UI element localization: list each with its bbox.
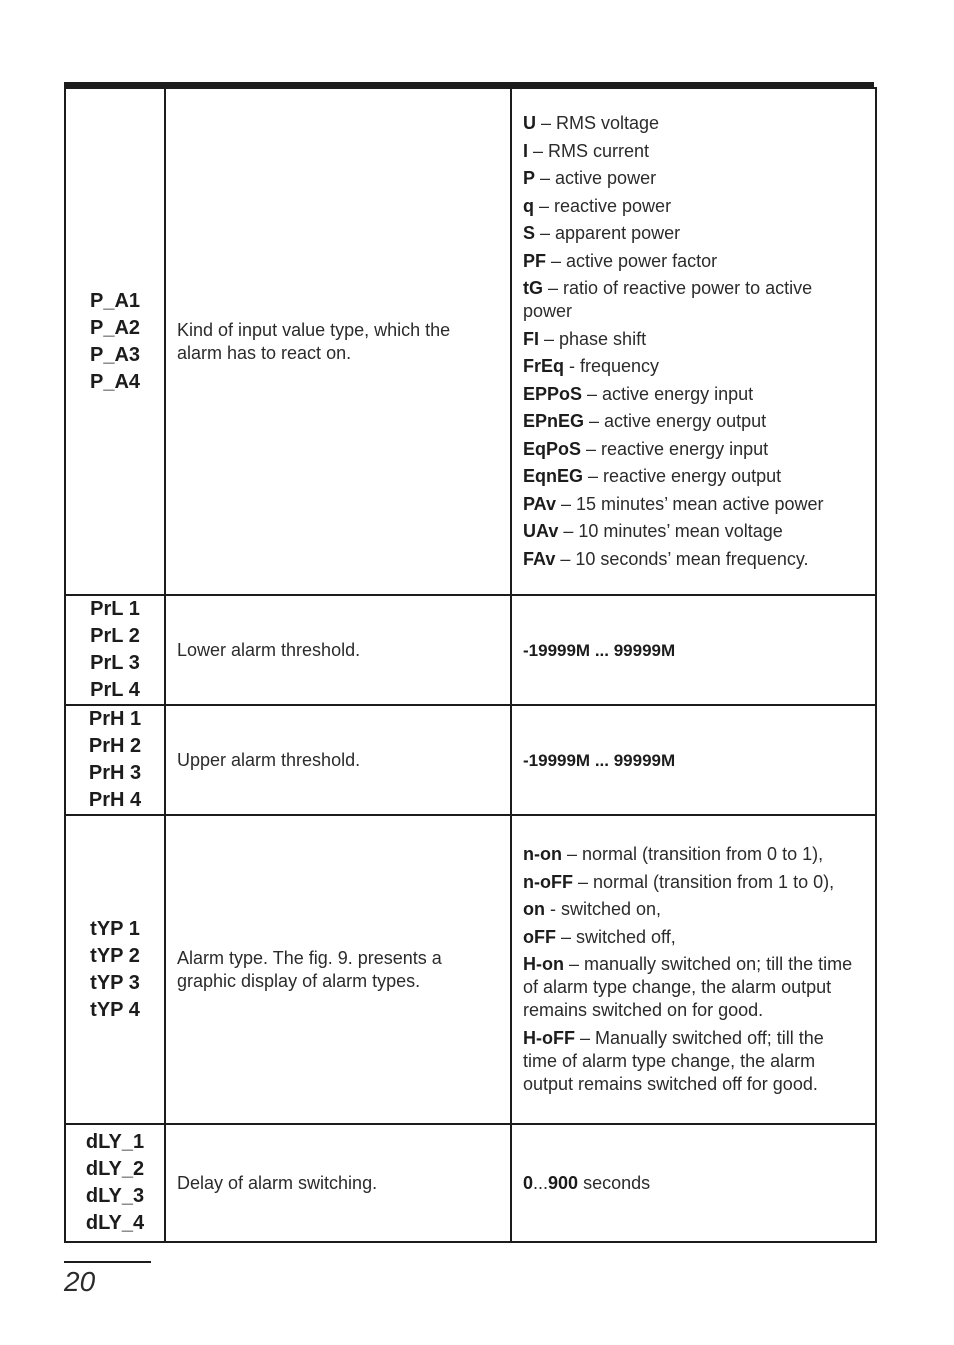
value-term: FrEq [523,356,565,377]
value-text: – reactive power [534,195,672,216]
value-term: n-oFF [523,871,573,892]
footer-rule [64,1261,151,1263]
value-text: – RMS voltage [536,113,660,134]
table-row [65,595,876,705]
value-entry [523,548,861,571]
value-text: – active energy output [584,411,767,432]
value-term: n-on [523,844,562,865]
page-number: 20 [64,1266,96,1297]
parameter-code: PrL 4 [90,679,140,701]
parameter-values [511,705,876,815]
value-text: - switched on, [545,899,662,920]
value-entry [523,140,861,163]
parameter-code: tYP 1 [90,917,140,940]
parameter-description: Delay of alarm switching. [165,1124,511,1242]
value-entry [523,355,861,378]
parameter-description: Lower alarm threshold. [165,595,511,705]
value-text: – 10 minutes’ mean voltage [558,521,783,542]
value-text: – reactive energy input [581,438,769,459]
parameter-code: dLY_3 [85,1185,145,1207]
parameter-code: PrL 3 [90,652,140,674]
parameter-code: PrH 3 [88,762,142,784]
value-entry [523,410,861,433]
table-row [65,88,876,595]
value-term: I [523,140,529,161]
parameter-table [64,87,877,1243]
parameter-description: Alarm type. The fig. 9. presents a graphic display of alarm types. [165,815,511,1124]
parameter-code: dLY_4 [85,1212,145,1234]
value-entry [523,222,861,245]
parameter-description: Upper alarm threshold. [165,705,511,815]
value-term: P [523,168,536,189]
value-range: -19999M ... 99999M [523,640,676,660]
parameter-values [511,595,876,705]
value-entry [523,438,861,461]
parameter-values [511,815,876,1124]
value-text: – active power factor [546,250,718,271]
parameter-codes [65,595,165,705]
parameter-values [511,1124,876,1242]
parameter-code: tYP 2 [90,944,140,967]
value-entry [523,112,861,135]
parameter-code: dLY_1 [85,1131,145,1153]
value-entry [523,250,861,273]
delay-separator: ... [533,1172,549,1193]
parameter-codes [65,815,165,1124]
value-term: q [523,195,534,216]
value-text: – RMS current [528,140,650,161]
value-text: - frequency [564,356,660,377]
value-term: FAv [523,548,556,569]
value-term: PAv [523,493,557,514]
value-entry [523,871,861,894]
value-term: on [523,899,545,920]
value-term: EPnEG [523,411,585,432]
value-entry [523,898,861,921]
value-text: – reactive energy output [583,466,782,487]
parameter-code: tYP 3 [90,971,140,994]
value-text: – phase shift [539,328,647,349]
parameter-code: PrH 4 [88,789,142,811]
value-entry [523,520,861,543]
parameter-code: PrH 1 [88,708,142,730]
parameter-code: P_A4 [89,370,141,393]
value-entry [523,167,861,190]
value-term: H-oFF [523,1027,575,1048]
parameter-code: PrH 2 [88,735,142,757]
delay-min: 0 [523,1172,534,1193]
parameter-code: P_A3 [89,343,141,366]
value-text: – apparent power [535,223,681,244]
value-term: S [523,223,536,244]
table-row [65,815,876,1124]
parameter-code: dLY_2 [85,1158,145,1180]
parameter-description: Kind of input value type, which the alarm has to react on. [165,88,511,595]
value-text: – active power [535,168,657,189]
value-range: -19999M ... 99999M [523,750,676,770]
value-entry [523,383,861,406]
value-term: EPPoS [523,383,583,404]
value-term: FI [523,328,539,349]
value-entry [523,843,861,866]
value-entry [523,493,861,516]
value-entry [523,953,861,1022]
parameter-codes [65,88,165,595]
value-text: – 10 seconds’ mean frequency. [555,548,809,569]
table-row [65,705,876,815]
value-text: – manually switched on; till the time of alarm type change, the alarm output remains switched on for good. [523,954,853,1021]
value-text: – Manually switched off; till the time of alarm type change, the alarm output remains switched off for good. [523,1027,824,1094]
parameter-codes [65,705,165,815]
parameter-code: P_A2 [89,316,141,339]
value-entry [523,465,861,488]
value-text: – ratio of reactive power to active power [523,278,813,322]
value-entry [523,328,861,351]
value-text: – switched off, [556,926,676,947]
parameter-codes [65,1124,165,1242]
value-term: H-on [523,954,564,975]
value-entry [523,1027,861,1096]
value-text: – normal (transition from 0 to 1), [561,844,824,865]
value-entry [523,195,861,218]
parameter-code: PrL 1 [90,598,140,620]
value-text: – active energy input [582,383,754,404]
value-text: – normal (transition from 1 to 0), [572,871,835,892]
value-term: oFF [523,926,556,947]
table-row [65,1124,876,1242]
parameter-code: PrL 2 [90,625,140,647]
value-entry [523,926,861,949]
parameter-code: P_A1 [89,289,141,312]
value-term: tG [523,278,543,299]
parameter-code: tYP 4 [90,998,140,1021]
value-text: – 15 minutes’ mean active power [556,493,824,514]
value-term: U [523,113,536,134]
value-term: UAv [523,521,559,542]
delay-unit: seconds [578,1172,651,1193]
value-entry [523,277,861,323]
value-term: EqnEG [523,466,584,487]
value-term: PF [523,250,547,271]
delay-max: 900 [548,1172,579,1193]
value-term: EqPoS [523,438,582,459]
parameter-values [511,88,876,595]
